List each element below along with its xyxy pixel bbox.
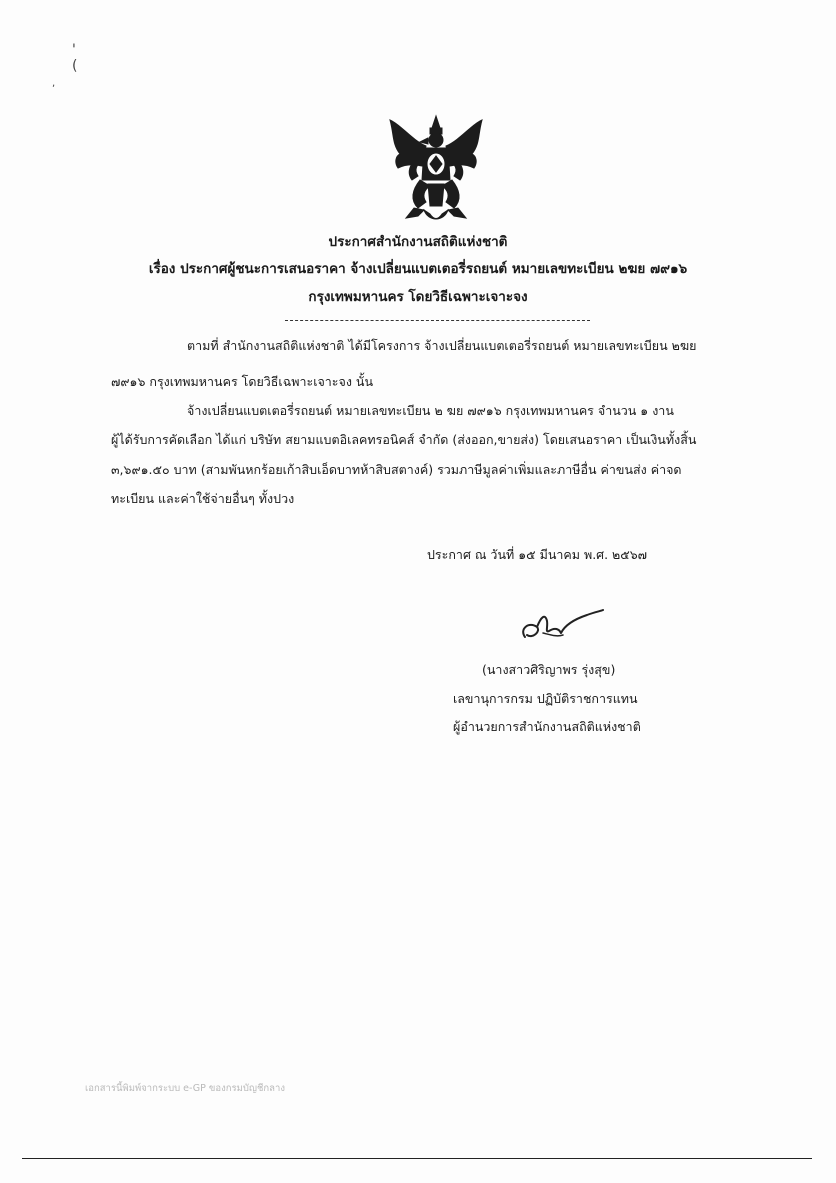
document-title: ประกาศสำนักงานสถิติแห่งชาติ <box>328 234 508 250</box>
page-bottom-edge <box>22 1158 812 1159</box>
body-paragraph-2-line-2: ผู้ได้รับการคัดเลือก ได้แก่ บริษัท สยามแบตอิเลคทรอนิคส์ จำกัด (ส่งออก,ขายส่ง) โดยเสนอราคา เป็นเงินทั้งสิ้น <box>111 432 697 447</box>
signature-image <box>515 603 607 651</box>
signatory-position: เลขานุการกรม ปฏิบัติราชการแทน <box>453 691 638 706</box>
garuda-emblem-icon <box>384 110 488 228</box>
signatory-on-behalf-of: ผู้อำนวยการสำนักงานสถิติแห่งชาติ <box>453 719 641 734</box>
announcement-date: ประกาศ ณ วันที่ ๑๕ มีนาคม พ.ศ. ๒๕๖๗ <box>427 547 648 562</box>
document-subject-line2: กรุงเทพมหานคร โดยวิธีเฉพาะเจาะจง <box>308 289 528 305</box>
body-paragraph-2-line-3: ๓,๖๙๑.๕๐ บาท (สามพันหกร้อยเก้าสิบเอ็ดบาทห้าสิบสตางค์) รวมภาษีมูลค่าเพิ่มและภาษีอื่น ค่าขนส่ง ค่าจด <box>111 462 682 477</box>
signatory-name: (นางสาวศิริญาพร รุ่งสุข) <box>482 662 616 677</box>
scan-mark: , <box>52 78 56 89</box>
body-paragraph-1-line-1: ตามที่ สำนักงานสถิติแห่งชาติ ได้มีโครงการ จ้างเปลี่ยนแบตเตอรี่รถยนต์ หมายเลขทะเบียน ๒ฆย <box>187 338 697 353</box>
body-paragraph-2-line-4: ทะเบียน และค่าใช้จ่ายอื่นๆ ทั้งปวง <box>111 491 295 506</box>
document-subject: เรื่อง ประกาศผู้ชนะการเสนอราคา จ้างเปลี่ยนแบตเตอรี่รถยนต์ หมายเลขทะเบียน ๒ฆย ๗๙๑๖ <box>148 261 688 277</box>
separator-line <box>285 320 590 321</box>
body-paragraph-1-line-2: ๗๙๑๖ กรุงเทพมหานคร โดยวิธีเฉพาะเจาะจง นั้น <box>111 374 374 389</box>
body-paragraph-2-line-1: จ้างเปลี่ยนแบตเตอรี่รถยนต์ หมายเลขทะเบียน ๒ ฆย ๗๙๑๖ กรุงเทพมหานคร จำนวน ๑ งาน <box>187 403 674 418</box>
scan-mark: ( <box>72 58 78 74</box>
scan-mark: ' <box>72 42 76 58</box>
footer-note: เอกสารนี้พิมพ์จากระบบ e-GP ของกรมบัญชีกลาง <box>85 1083 285 1094</box>
